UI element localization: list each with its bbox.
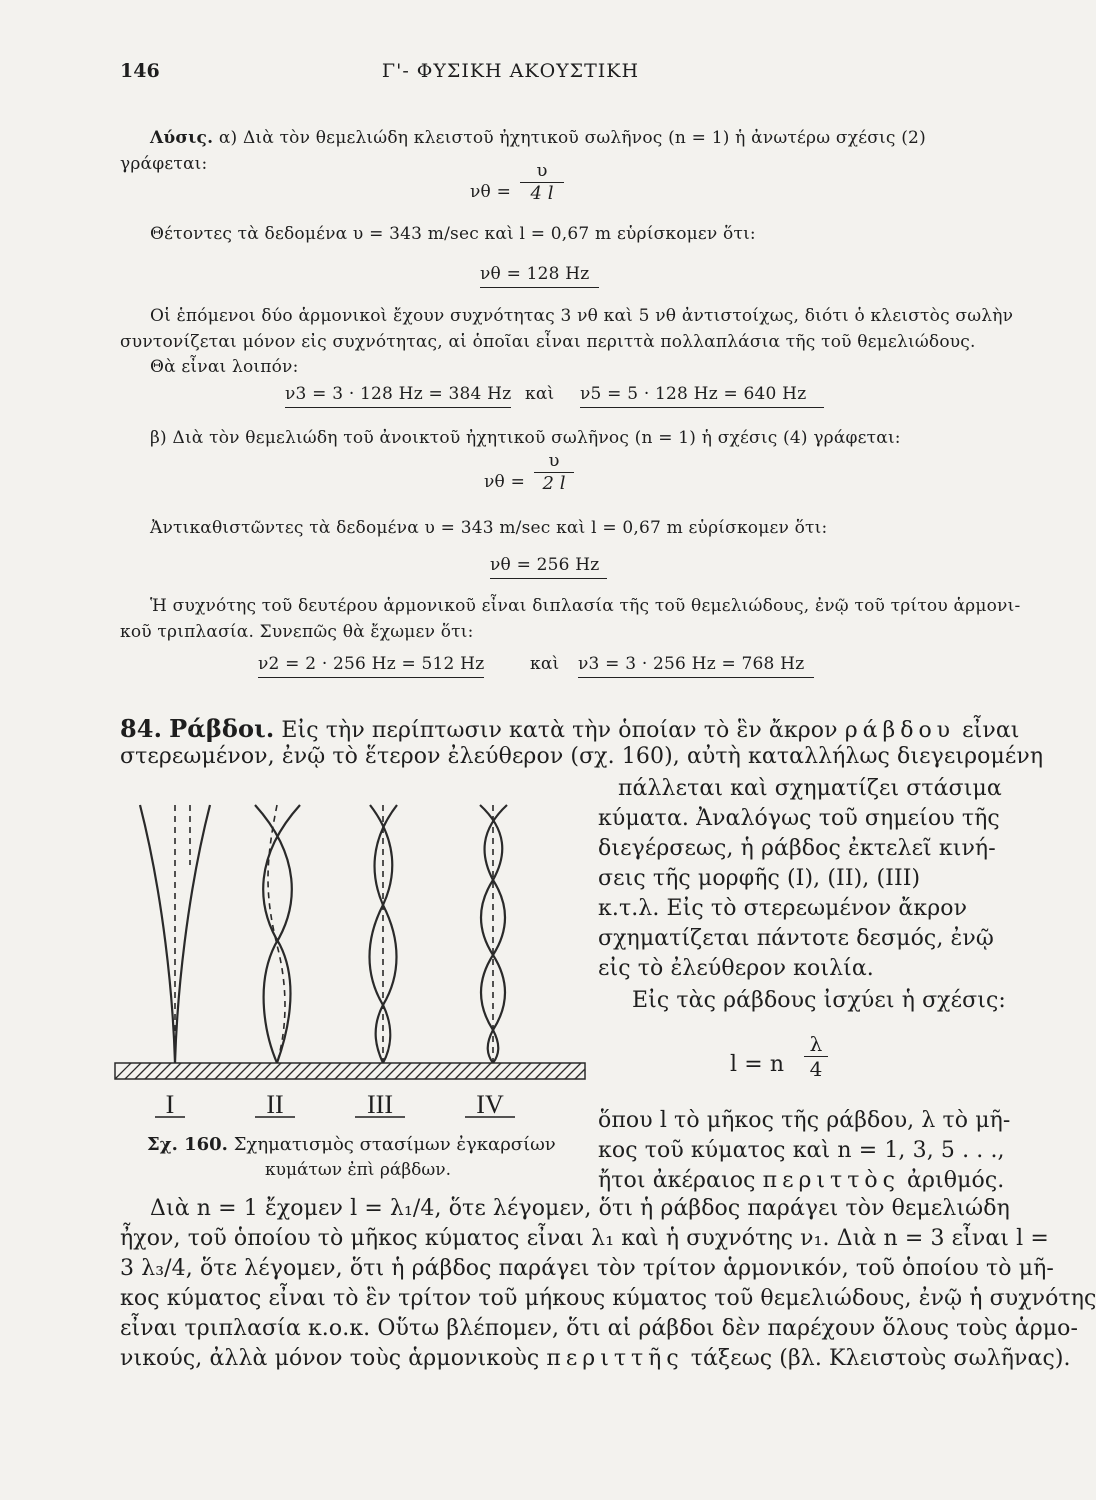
harmonics-text-3: Θὰ εἶναι λοιπόν: — [150, 357, 299, 377]
formula2-numerator: υ — [548, 450, 560, 471]
right-line-4: σεις τῆς μορφῆς (Ι), (ΙΙ), (ΙΙΙ) — [598, 866, 921, 891]
harmonics-text-2: συντονίζεται μόνον εἰς συχνότητας, αἱ ὁποῖαι εἶναι περιττὰ πολλαπλάσια τῆς τοῦ θεμελιώδους. — [120, 332, 976, 352]
right-line-2: κύματα. Ἀναλόγως τοῦ σημείου τῆς — [598, 806, 1000, 831]
right-after-2: κος τοῦ κύματος καὶ n = 1, 3, 5 . . ., — [598, 1138, 1005, 1163]
ground-base — [115, 1063, 585, 1079]
right-after-1: ὅπου l τὸ μῆκος τῆς ράβδου, λ τὸ μῆ- — [598, 1108, 1011, 1133]
right-line-3: διεγέρσεως, ἡ ράβδος ἐκτελεῖ κινή- — [598, 836, 996, 861]
running-title: Γ'- ΦΥΣΙΚΗ ΑΚΟΥΣΤΙΚΗ — [381, 60, 640, 82]
result-a-v5: ν5 = 5 · 128 Hz = 640 Hz — [580, 384, 824, 408]
figure-caption-text1: Σχηματισμὸς στασίμων ἐγκαρσίων — [233, 1134, 556, 1155]
result-a: νθ = 128 Hz — [480, 264, 599, 288]
right-line-7: εἰς τὸ ἐλεύθερον κοιλία. — [598, 956, 874, 981]
last-line-c: τάξεως (βλ. Κλειστοὺς σωλῆνας). — [690, 1346, 1071, 1371]
bottom-line-1: Διὰ n = 1 ἔχομεν l = λ₁/4, ὅτε λέγομεν, ὅτι ἡ ράβδος παράγει τὸν θεμελιώδη — [150, 1196, 1010, 1221]
section-p1-line1-end: εἶναι — [962, 718, 1020, 743]
rod-III-solid-2 — [375, 805, 397, 1063]
bottom-line-3: 3 λ₃/4, ὅτε λέγομεν, ὅτι ἡ ράβδος παράγει τὸν τρίτον ἁρμονικόν, τοῦ ὁποίου τὸ μῆ- — [120, 1256, 1054, 1281]
formula3-denominator: 4 — [809, 1057, 823, 1081]
bottom-line-4: κος κύματος εἶναι τὸ ἓν τρίτον τοῦ μήκους κύματος τοῦ θεμελιώδους, ἐνῷ ἡ συχνότης — [120, 1286, 1096, 1311]
formula1-numerator: υ — [536, 160, 548, 181]
right-after-3a: ἤτοι ἀκέραιος — [598, 1168, 756, 1193]
right-line-8: Εἰς τὰς ράβδους ἰσχύει ἡ σχέσις: — [632, 988, 1006, 1013]
section-p1-rod-word: ράβδου — [844, 718, 956, 743]
solution-part-a-intro-2: γράφεται: — [120, 154, 208, 174]
solution-label: Λύσις. — [150, 128, 214, 148]
figure-label-II: II — [266, 1090, 284, 1119]
formula2-lhs: νθ = — [484, 472, 526, 492]
formula1-fraction — [520, 162, 564, 203]
harmonics-b-2: κοῦ τριπλασία. Συνεπῶς θὰ ἔχωμεν ὅτι: — [120, 622, 474, 642]
solution-part-a-intro: α) Διὰ τὸν θεμελιώδη κλειστοῦ ἠχητικοῦ σωλῆνος (n = 1) ἡ ἀνωτέρω σχέσις (2) — [218, 128, 926, 148]
figure-label-I: I — [165, 1090, 175, 1119]
section-number: 84. — [120, 714, 163, 743]
formula1-lhs: νθ = — [470, 182, 512, 202]
formula3-lhs: l = n — [730, 1052, 785, 1077]
result-b: νθ = 256 Hz — [490, 555, 607, 579]
figure-caption-line1 — [147, 1134, 556, 1155]
figure-caption-label: Σχ. 160. — [147, 1134, 228, 1155]
formula1-denominator: 4 l — [530, 183, 554, 204]
bottom-line-2: ἦχον, τοῦ ὁποίου τὸ μῆκος κύματος εἶναι λ₁ καὶ ἡ συχνότης ν₁. Διὰ n = 3 εἶναι l = — [120, 1226, 1049, 1251]
section-p1-line2: στερεωμένον, ἐνῷ τὸ ἕτερον ἐλεύθερον (σχ. 160), αὐτὴ καταλλήλως διεγειρομένη — [120, 744, 1044, 769]
result-b-v3: ν3 = 3 · 256 Hz = 768 Hz — [578, 654, 814, 678]
figure-standing-waves — [115, 795, 585, 1135]
bottom-line-5: εἶναι τριπλασία κ.ο.κ. Οὕτω βλέπομεν, ὅτι αἱ ράβδοι δὲν παρέχουν ὅλους τοὺς ἁρμο- — [120, 1316, 1079, 1341]
rod-I-solid — [140, 805, 175, 1063]
harmonics-text-1: Οἱ ἑπόμενοι δύο ἁρμονικοὶ ἔχουν συχνότητας 3 νθ καὶ 5 νθ ἀντιστοίχως, διότι ὁ κλειστὸς σωλὴν — [150, 306, 1014, 326]
harmonics-b-1: Ἡ συχνότης τοῦ δευτέρου ἁρμονικοῦ εἶναι διπλασία τῆς τοῦ θεμελιώδους, ἐνῷ τοῦ τρίτου ἁρμονι- — [150, 596, 1021, 616]
right-after-3b: περιττὸς — [762, 1168, 900, 1193]
and-word-1: καὶ — [525, 384, 555, 404]
formula2-fraction — [534, 452, 574, 493]
last-line-b: περιττῆς — [546, 1346, 684, 1371]
result-b-v2: ν2 = 2 · 256 Hz = 512 Hz — [258, 654, 484, 678]
given-a: Θέτοντες τὰ δεδομένα υ = 343 m/sec καὶ l = 0,67 m εὑρίσκομεν ὅτι: — [150, 224, 756, 244]
right-after-3c: ἀριθμός. — [907, 1168, 1005, 1193]
page-number: 146 — [120, 60, 160, 82]
formula2-denominator: 2 l — [542, 473, 566, 494]
bottom-line-6 — [120, 1346, 1071, 1371]
right-line-6: σχηματίζεται πάντοτε δεσμός, ἐνῷ — [598, 926, 994, 951]
last-line-a: νικούς, ἀλλὰ μόνον τοὺς ἁρμονικοὺς — [120, 1346, 540, 1371]
figure-label-III: III — [367, 1090, 393, 1119]
right-line-1: πάλλεται καὶ σχηματίζει στάσιμα — [618, 776, 1002, 801]
rod-IV-solid-2 — [481, 805, 507, 1063]
formula3-numerator: λ — [809, 1032, 823, 1056]
section-first-line — [120, 714, 1020, 743]
right-after-3 — [598, 1168, 1004, 1193]
section-title: Ράβδοι. — [169, 714, 275, 743]
right-line-5: κ.τ.λ. Εἰς τὸ στερεωμένον ἄκρον — [598, 896, 968, 921]
part-b-intro: β) Διὰ τὸν θεμελιώδη τοῦ ἀνοικτοῦ ἠχητικοῦ σωλῆνος (n = 1) ἡ σχέσις (4) γράφεται: — [150, 428, 901, 448]
figure-caption-line2: κυμάτων ἐπὶ ράβδων. — [265, 1160, 451, 1180]
and-word-2: καὶ — [530, 654, 560, 674]
result-a-v3: ν3 = 3 · 128 Hz = 384 Hz — [285, 384, 511, 408]
formula3-fraction — [804, 1034, 828, 1079]
section-p1-line1: Εἰς τὴν περίπτωσιν κατὰ τὴν ὁποίαν τὸ ἓν ἄκρον — [281, 718, 838, 743]
rod-III-solid — [370, 805, 393, 1063]
solution-intro-line — [150, 128, 926, 148]
given-b: Ἀντικαθιστῶντες τὰ δεδομένα υ = 343 m/sec καὶ l = 0,67 m εὑρίσκομεν ὅτι: — [150, 518, 828, 538]
rod-I-solid-2 — [175, 805, 210, 1063]
figure-label-IV: IV — [476, 1090, 504, 1119]
